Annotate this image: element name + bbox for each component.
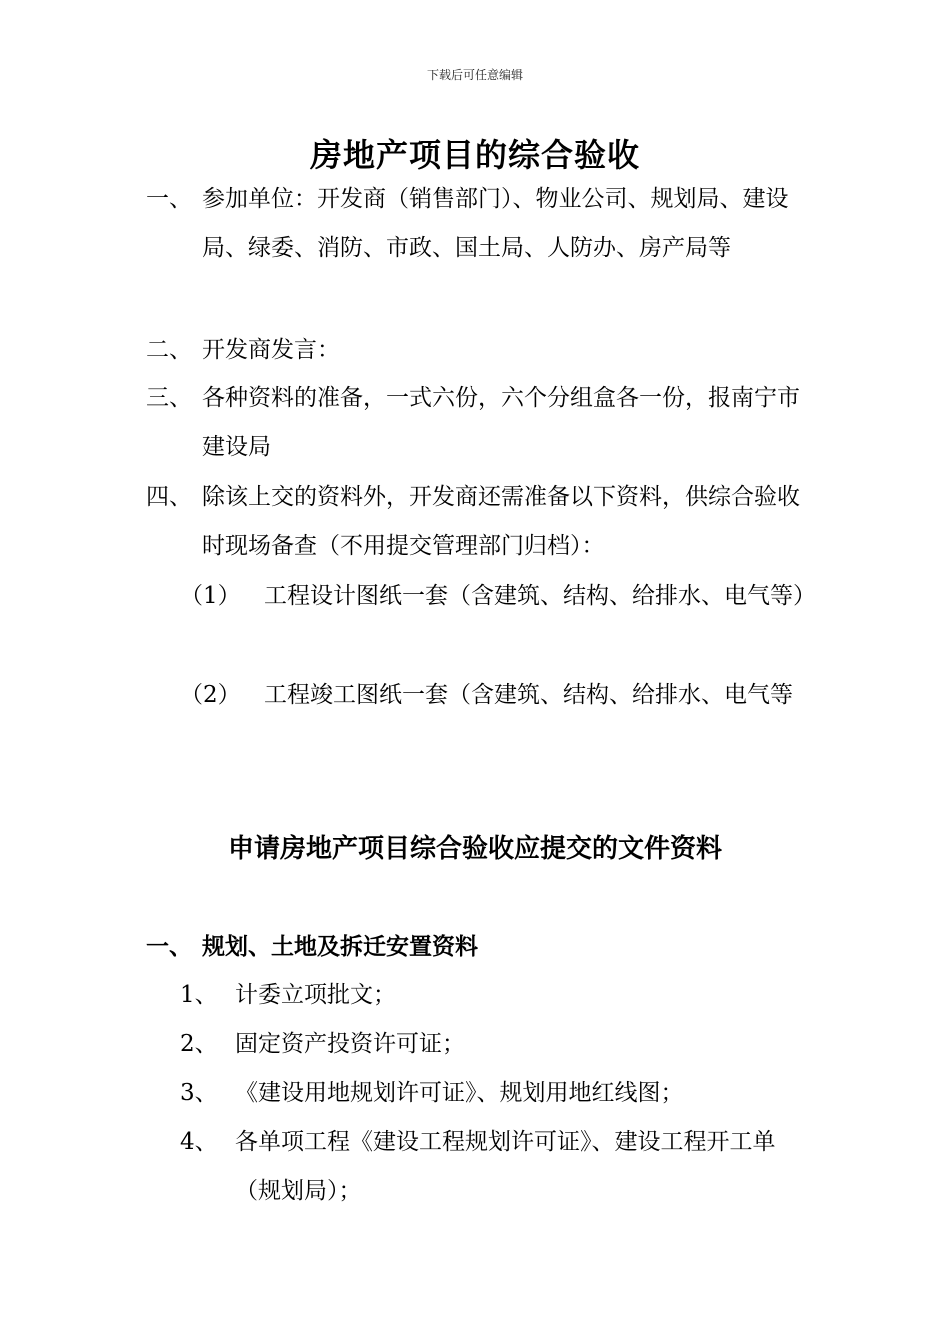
section-number: 一、 bbox=[146, 186, 192, 212]
sub-item-number: （1） bbox=[180, 583, 241, 609]
list-item bbox=[0, 1020, 950, 1070]
list-item-text: 计委立项批文； bbox=[235, 982, 396, 1008]
section-item bbox=[0, 326, 950, 376]
section-item bbox=[0, 175, 950, 325]
header-note: 下载后可任意编辑 bbox=[426, 68, 523, 82]
list-item-text: 《建设用地规划许可证》、规划用地红线图； bbox=[235, 1080, 684, 1106]
sub-item bbox=[0, 572, 950, 672]
part-number: 一、 bbox=[146, 933, 192, 960]
section-subtitle: 申请房地产项目综合验收应提交的文件资料 bbox=[227, 834, 722, 864]
section-text: 除该上交的资料外，开发商还需准备以下资料，供综合验收时现场备查（不用提交管理部门归档）： bbox=[202, 484, 800, 559]
list-item-number: 2、 bbox=[180, 1031, 218, 1057]
list-item bbox=[0, 971, 950, 1021]
list-item-text: 各单项工程《建设工程规划许可证》、建设工程开工单（规划局）； bbox=[235, 1129, 776, 1204]
list-item-number: 3、 bbox=[180, 1080, 218, 1106]
section-number: 二、 bbox=[146, 337, 192, 363]
part-heading bbox=[0, 922, 950, 972]
section-text: 开发商发言： bbox=[202, 337, 340, 363]
part-heading-text: 规划、土地及拆迁安置资料 bbox=[202, 933, 478, 960]
sub-item-number: （2） bbox=[180, 682, 241, 708]
list-item-text: 固定资产投资许可证； bbox=[235, 1031, 465, 1057]
page-title: 房地产项目的综合验收 bbox=[309, 136, 640, 174]
section-item bbox=[0, 374, 950, 474]
section-text: 参加单位：开发商（销售部门）、物业公司、规划局、建设局、绿委、消防、市政、国土局、人防办、房产局等 bbox=[202, 186, 789, 261]
list-item-number: 1、 bbox=[180, 982, 218, 1008]
sub-item-text: 工程竣工图纸一套（含建筑、结构、给排水、电气等 bbox=[264, 682, 793, 708]
section-item bbox=[0, 473, 950, 573]
sub-item-text: 工程设计图纸一套（含建筑、结构、给排水、电气等） bbox=[264, 583, 816, 609]
section-number: 三、 bbox=[146, 385, 192, 411]
list-item bbox=[0, 1118, 950, 1218]
list-item bbox=[0, 1069, 950, 1119]
sub-item bbox=[0, 671, 950, 771]
list-item-number: 4、 bbox=[180, 1129, 218, 1155]
section-text: 各种资料的准备，一式六份，六个分组盒各一份，报南宁市建设局 bbox=[202, 385, 800, 460]
section-number: 四、 bbox=[146, 484, 192, 510]
